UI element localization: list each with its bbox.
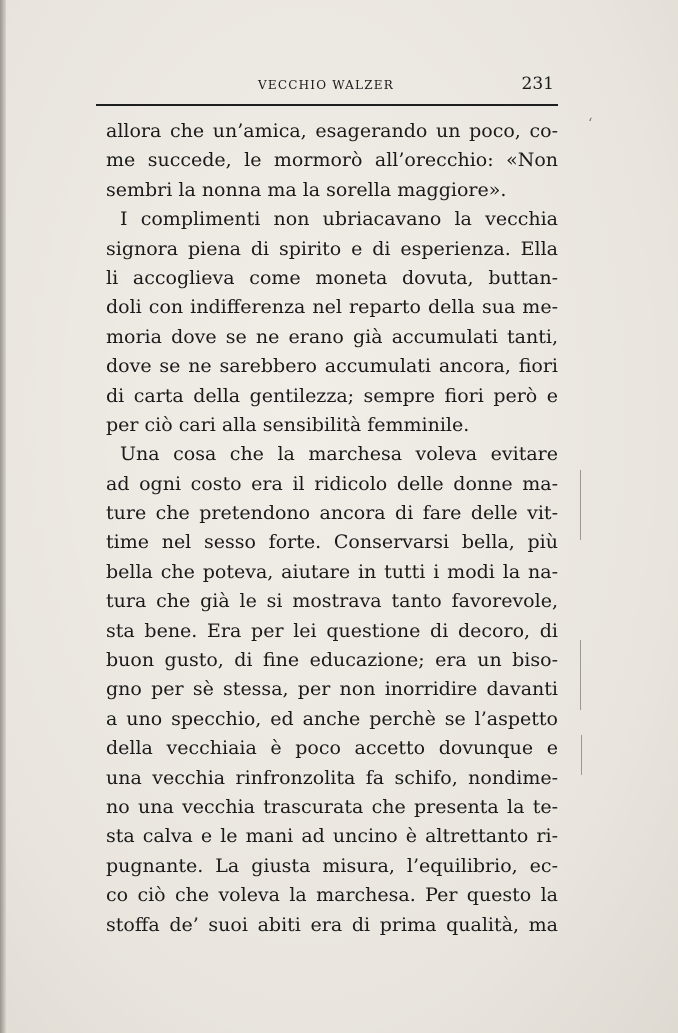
page-header (96, 74, 556, 98)
text-line: li accoglieva come moneta dovuta, buttan- (106, 266, 558, 289)
text-line: co ciò che voleva la marchesa. Per questo la (106, 884, 558, 907)
text-line: di carta della gentilezza; sempre fiori però e (106, 384, 558, 407)
text-line: a uno specchio, ed anche perchè se l’aspetto (106, 707, 558, 730)
page-number: 231 (521, 74, 554, 94)
text-line: me succede, le mormorò all’orecchio: «Non (106, 149, 558, 172)
text-line: stoffa de’ suoi abiti era di prima qualità, ma (106, 913, 558, 936)
text-line: tura che già le si mostrava tanto favorevole, (106, 590, 558, 613)
text-line: della vecchiaia è poco accetto dovunque e (106, 737, 558, 760)
text-line: gno per sè stessa, per non inorridire davanti (106, 678, 558, 701)
margin-speck: ‘ (588, 116, 593, 132)
text-line: I complimenti non ubriacavano la vecchia (120, 208, 558, 231)
text-line: sta calva e le mani ad uncino è altrettanto ri- (106, 825, 558, 848)
margin-mark (581, 735, 582, 775)
text-line: ad ogni costo era il ridicolo delle donne ma- (106, 472, 558, 495)
text-line: no una vecchia trascurata che presenta la te- (106, 795, 558, 818)
text-line: sembri la nonna ma la sorella maggiore». (106, 178, 507, 201)
text-line: sta bene. Era per lei questione di decoro, di (106, 619, 558, 642)
text-line: signora piena di spirito e di esperienza. Ella (106, 237, 558, 260)
text-line: bella che poteva, aiutare in tutti i modi la na- (106, 560, 558, 583)
text-line: buon gusto, di fine educazione; era un biso- (106, 649, 558, 672)
text-line: moria dove se ne erano già accumulati tanti, (106, 325, 558, 348)
header-rule (96, 104, 558, 106)
text-line: dove se ne sarebbero accumulati ancora, fiori (106, 355, 558, 378)
text-line: pugnante. La giusta misura, l’equilibrio, ec- (106, 854, 558, 877)
body-text (106, 117, 558, 940)
text-line: Una cosa che la marchesa voleva evitare (120, 443, 558, 466)
margin-mark (580, 640, 581, 710)
text-line: per ciò cari alla sensibilità femminile. (106, 413, 470, 436)
text-line: time nel sesso forte. Conservarsi bella, più (106, 531, 558, 554)
text-line: una vecchia rinfronzolita fa schifo, nondime- (106, 766, 558, 789)
text-line: doli con indifferenza nel reparto della sua me- (106, 296, 558, 319)
margin-mark (580, 470, 581, 540)
text-line: allora che un’amica, esagerando un poco, co- (106, 120, 558, 142)
page-edge-shadow (0, 0, 6, 1033)
text-line: ture che pretendono ancora di fare delle vit- (106, 502, 558, 525)
running-title: VECCHIO WALZER (258, 78, 394, 92)
